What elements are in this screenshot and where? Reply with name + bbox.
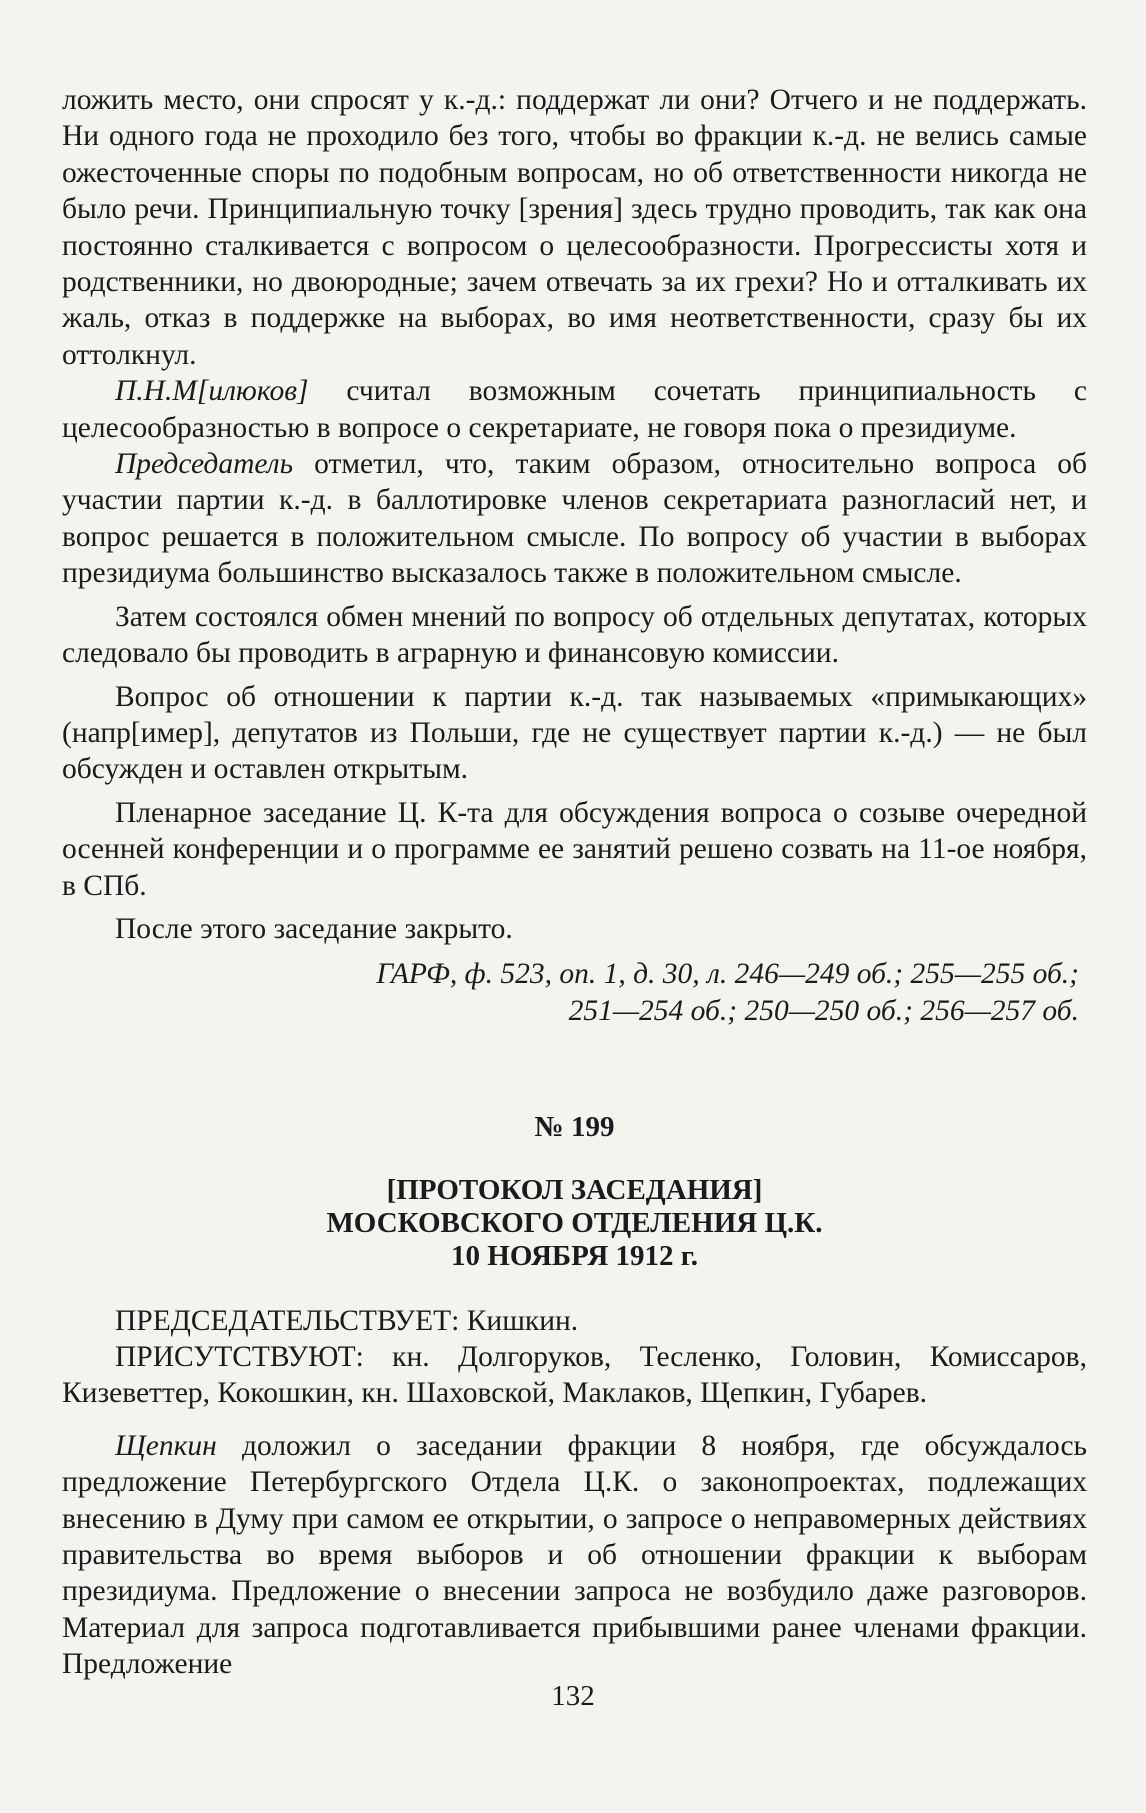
paragraph-milyukov: [62, 373, 1087, 446]
paragraph-chairman: [62, 446, 1087, 592]
attendance-block: [62, 1303, 1087, 1412]
page-number: 132: [551, 1680, 595, 1712]
present-line: ПРИСУТСТВУЮТ: кн. Долгоруков, Тесленко, Головин, Комиссаров, Кизеветтер, Кокошкин, кн. Шаховской, Маклаков, Щепкин, Губарев.: [62, 1340, 1087, 1410]
title-line: [ПРОТОКОЛ ЗАСЕДАНИЯ]: [386, 1173, 763, 1206]
citation-line: ГАРФ, ф. 523, оп. 1, д. 30, л. 246—249 об.; 255—255 об.;: [376, 958, 1079, 991]
chair-line: ПРЕДСЕДАТЕЛЬСТВУЕТ: Кишкин.: [115, 1304, 579, 1337]
paragraph-deputies: Затем состоялся обмен мнений по вопросу об отдельных депутатах, которых следовало бы проводить в аграрную и финансовую комиссии.: [62, 600, 1087, 670]
citation-line: 251—254 об.; 250—250 об.; 256—257 об.: [568, 994, 1079, 1027]
paragraph-text: считал возможным сочетать принципиальность с целесообразностью в вопросе о секретариате, не говоря пока о президиуме.: [62, 375, 1087, 444]
title-line: МОСКОВСКОГО ОТДЕЛЕНИЯ Ц.К.: [326, 1206, 823, 1239]
document-title: [62, 1174, 1087, 1273]
document-number: № 199: [534, 1111, 615, 1144]
paragraph-text: доложил о заседании фракции 8 ноября, где обсуждалось предложение Петербургского Отдела Ц.К. о законопроектах, подлежащих внесению в Думу при самом ее открытии, о запросе о неправомерных действиях правительства во время выборов и об отношении фракции к выборам президиума. Предложение о внесении запроса не возбудило даже разговоров. Материал для запроса подготавливается прибывшими ранее членами фракции. Предложение: [62, 1429, 1087, 1681]
paragraph-plenary: Пленарное заседание Ц. К-та для обсуждения вопроса о созыве очередной осенней конференции и о программе ее занятий решено созвать на 11-ое ноября, в СПб.: [62, 796, 1087, 902]
paragraph-adjoining: Вопрос об отношении к партии к.-д. так называемых «примыкающих» (напр[имер], депутатов из Польши, где не существует партии к.-д.) — не был обсужден и оставлен открытым.: [62, 680, 1087, 786]
title-line: 10 НОЯБРЯ 1912 г.: [451, 1239, 698, 1272]
paragraph-shchepkin: [62, 1428, 1087, 1683]
speaker-name: Щепкин: [115, 1429, 217, 1462]
paragraph-continuation: ложить место, они спросят у к.-д.: поддержат ли они? Отчего и не поддержать. Ни одного года не проходило без того, чтобы во фракции к.-д. не велись самые ожесточенные споры по подобным вопросам, но об ответственности никогда не было речи. Принципиальную точку [зрения] здесь трудно проводить, так как она постоянно сталкивается с вопросом о целесообразности. Прогрессисты хотя и родственники, но двоюродные; зачем отвечать за их грехи? Но и отталкивать их жаль, отказ в поддержке на выборах, во имя неответственности, сразу бы их оттолкнул.: [62, 84, 1087, 371]
speaker-name: П.Н.М[илюков]: [115, 375, 309, 408]
paragraph-text: отметил, что, таким образом, относительно вопроса об участии партии к.-д. в баллотировке членов секретариата разногласий нет, и вопрос решается в положительном смысле. По вопросу об участии в выборах президиума большинство высказалось также в положительном смысле.: [62, 448, 1087, 590]
paragraph-closing: После этого заседание закрыто.: [115, 912, 513, 945]
page-body: [62, 82, 1087, 1683]
archive-citation: [62, 956, 1087, 1029]
speaker-name: Председатель: [115, 448, 294, 481]
